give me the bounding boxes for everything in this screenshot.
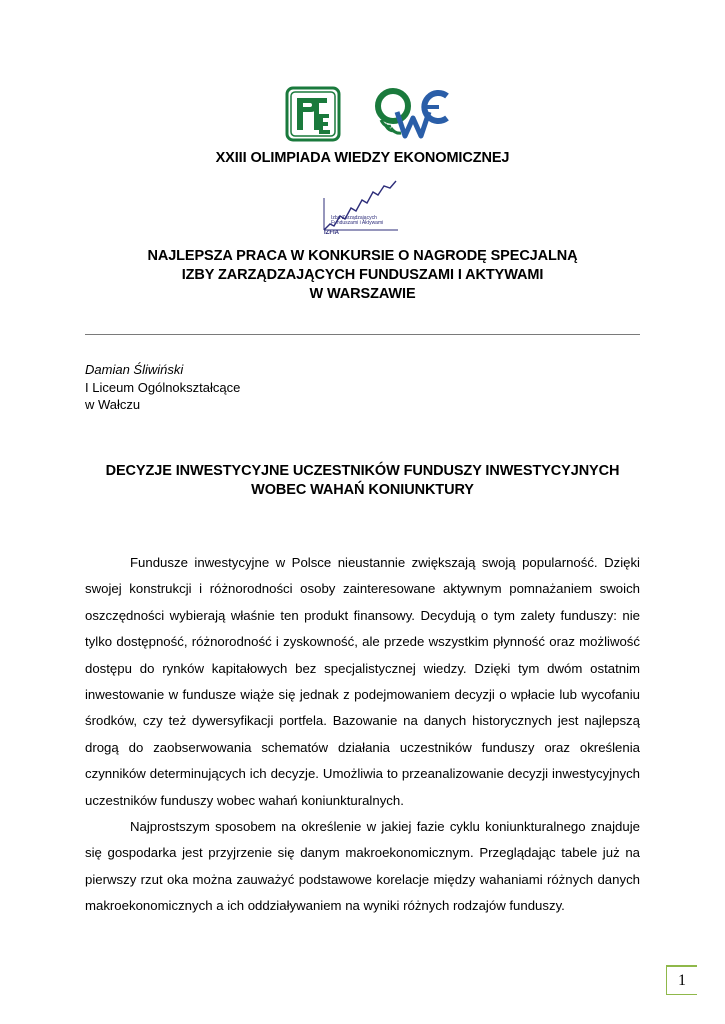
award-heading (0, 247, 725, 304)
logo-row (0, 86, 725, 142)
owe-logo (375, 86, 453, 142)
author-school: I Liceum Ogólnokształcące (85, 379, 241, 395)
paragraph: Fundusze inwestycyjne w Polsce nieustannie zwiększają swoją popularność. Dzięki swojej konstrukcji i różnorodności osoby zainteresowane aktywnym pomnażaniem swoich oszczędności wybierają właśnie ten produkt finansowy. Decydują o tym zalety funduszy: nie tylko dostępność, różnorodność i zyskowność, ale przede wszystkim płynność oraz możliwość dostępu do rynków kapitałowych bez specjalistycznej wiedzy. Dzięki tym dwóm ostatnim inwestowanie w fundusze wiąże się jednak z podejmowaniem decyzji o wpłacie lub wycofaniu środków, czy też dywersyfikacji portfela. Bazowanie na danych historycznych jest najlepszą drogą do zaobserwowania schematów działania uczestników funduszy oraz określenia czynników determinujących ich decyzje. Umożliwia to przeanalizowanie decyzji inwestycyjnych uczestników funduszy wobec wahań koniunkturalnych. (85, 555, 640, 808)
paper-title (0, 462, 725, 500)
author-block (85, 361, 240, 414)
author-city: w Wałczu (85, 397, 141, 412)
page-number: 1 (666, 965, 697, 995)
paragraph: Najprostszym sposobem na określenie w jakiej fazie cyklu koniunkturalnego znajduje się gospodarka jest przyjrzenie się danym makroekonomicznym. Przeglądając tabele już na pierwszy rzut oka można zauważyć podstawowe korelacje między wahaniami różnych danych makroekonomicznych a ich oddziaływaniem na wyniki różnych rodzajów funduszy. (85, 819, 640, 914)
award-line-2: IZBY ZARZĄDZAJĄCYCH FUNDUSZAMI I AKTYWAMI (181, 267, 544, 283)
body-text (85, 550, 640, 920)
izfia-logo (318, 178, 408, 234)
olympiad-title: XXIII OLIMPIADA WIEDZY EKONOMICZNEJ (215, 150, 510, 166)
pte-logo (285, 86, 341, 142)
paper-title-line-1: DECYZJE INWESTYCYJNE UCZESTNIKÓW FUNDUSZY INWESTYCYJNYCH (105, 463, 620, 479)
award-line-3: W WARSZAWIE (309, 286, 416, 302)
paper-title-line-2: WOBEC WAHAŃ KONIUNKTURY (251, 482, 474, 498)
izfia-abbr: IZFiA (324, 230, 339, 234)
award-line-1: NAJLEPSZA PRACA W KONKURSIE O NAGRODĘ SPECJALNĄ (147, 248, 578, 264)
author-name: Damian Śliwiński (85, 362, 184, 377)
divider (85, 334, 640, 335)
izfia-caption-2: Funduszami i Aktywami (331, 220, 384, 226)
izfia-caption-1: Izba Zarządzających (331, 215, 377, 221)
